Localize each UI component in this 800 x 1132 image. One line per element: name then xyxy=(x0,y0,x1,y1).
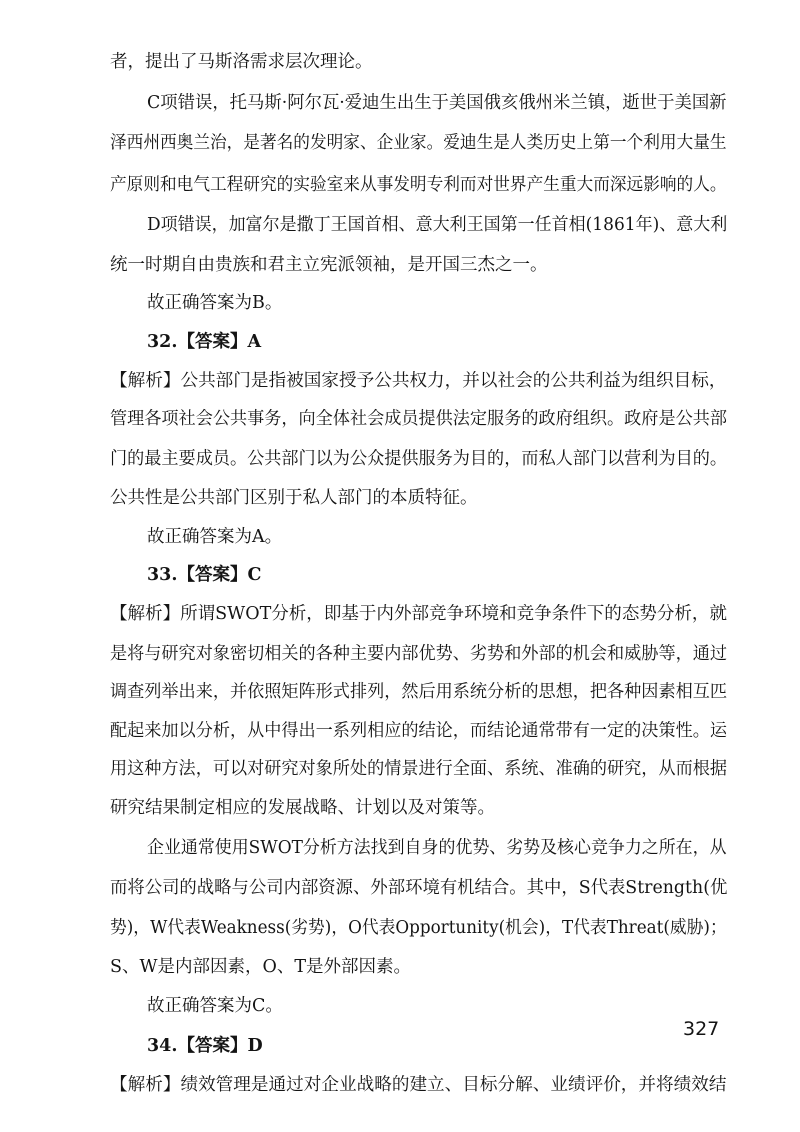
text-line: 泽西州西奥兰治，是著名的发明家、企业家。爱迪生是人类历史上第一个利用大量生 xyxy=(110,133,727,153)
text-line: 而将公司的战略与公司内部资源、外部环境有机结合。其中，S代表Strength(优 xyxy=(110,878,728,898)
text-line: 统一时期自由贵族和君主立宪派领袖，是开国三杰之一。 xyxy=(110,255,548,275)
text-line: 【解析】公共部门是指被国家授予公共权力，并以社会的公共利益为组织目标， xyxy=(110,371,727,391)
text-line: 调查列举出来，并依照矩阵形式排列，然后用系统分析的思想，把各种因素相互匹 xyxy=(110,682,727,702)
text-line: C项错误，托马斯·阿尔瓦·爱迪生出生于美国俄亥俄州米兰镇，逝世于美国新 xyxy=(147,93,727,113)
text-line: 是将与研究对象密切相关的各种主要内部优势、劣势和外部的机会和威胁等，通过 xyxy=(110,644,727,664)
text-line: 管理各项社会公共事务，向全体社会成员提供法定服务的政府组织。政府是公共部 xyxy=(110,409,727,429)
text-line: D项错误，加富尔是撒丁王国首相、意大利王国第一任首相(1861年)、意大利 xyxy=(147,215,728,235)
text-line: 故正确答案为B。 xyxy=(147,293,283,313)
text-line: 门的最主要成员。公共部门以为公众提供服务为目的，而私人部门以营利为目的。 xyxy=(110,449,727,469)
text-line: 【解析】绩效管理是通过对企业战略的建立、目标分解、业绩评价，并将绩效结 xyxy=(110,1075,727,1095)
page-number: 327 xyxy=(683,1018,720,1040)
text-line: 【解析】所谓SWOT分析，即基于内外部竞争环境和竞争条件下的态势分析，就 xyxy=(110,604,727,624)
text-line: 势)，W代表Weakness(劣势)，O代表Opportunity(机会)，T代表Threat(威胁)； xyxy=(110,918,727,938)
answer-heading: 33.【答案】C xyxy=(147,565,262,585)
answer-heading: 34.【答案】D xyxy=(147,1036,263,1056)
text-line: S、W是内部因素，O、T是外部因素。 xyxy=(110,957,411,977)
text-line: 用这种方法，可以对研究对象所处的情景进行全面、系统、准确的研究，从而根据 xyxy=(110,759,727,779)
text-line: 企业通常使用SWOT分析方法找到自身的优势、劣势及核心竞争力之所在，从 xyxy=(147,838,727,858)
text-line: 产原则和电气工程研究的实验室来从事发明专利而对世界产生重大而深远影响的人。 xyxy=(110,175,727,195)
text-line: 公共性是公共部门区别于私人部门的本质特征。 xyxy=(110,488,478,508)
text-line: 配起来加以分析，从中得出一系列相应的结论，而结论通常带有一定的决策性。运 xyxy=(110,721,727,741)
text-line: 者，提出了马斯洛需求层次理论。 xyxy=(110,52,373,72)
text-line: 研究结果制定相应的发展战略、计划以及对策等。 xyxy=(110,798,495,818)
answer-heading: 32.【答案】A xyxy=(147,332,262,352)
text-line: 故正确答案为A。 xyxy=(147,527,283,547)
text-line: 故正确答案为C。 xyxy=(147,996,283,1016)
